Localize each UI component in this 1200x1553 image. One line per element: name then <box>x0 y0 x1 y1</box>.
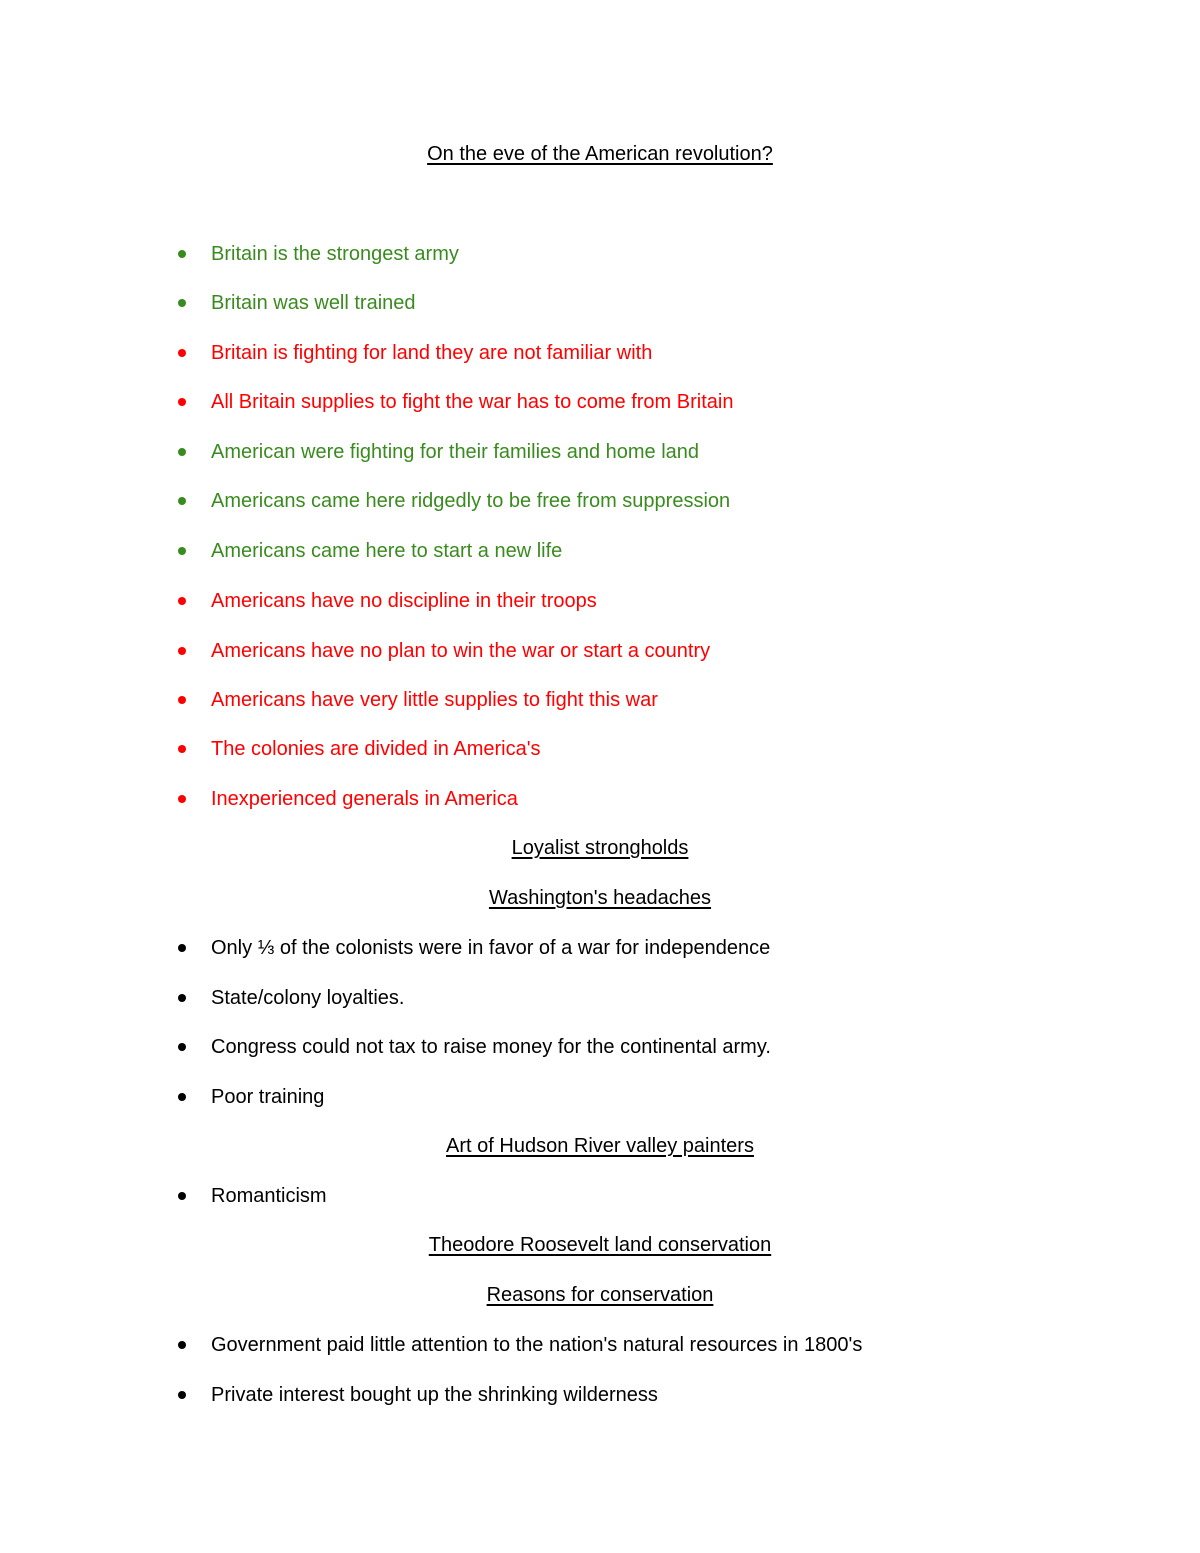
list-item <box>0 688 1100 712</box>
list-item <box>0 539 1100 563</box>
list-item-text: The colonies are divided in America's <box>211 738 541 760</box>
list-item-text: Americans have no plan to win the war or start a country <box>211 640 711 662</box>
section-heading-reasons: Reasons for conservation <box>486 1284 714 1306</box>
bullet-icon <box>178 349 186 357</box>
bullet-icon <box>178 696 186 704</box>
list-item <box>0 440 1100 464</box>
list-item-text: Americans came here to start a new life <box>211 540 563 562</box>
list-item <box>0 390 1100 414</box>
list-item-text: All Britain supplies to fight the war has to come from Britain <box>211 391 734 413</box>
bullet-icon <box>178 647 186 655</box>
list-item <box>0 936 1100 960</box>
list-item <box>0 242 1100 266</box>
list-item-text: Americans have no discipline in their troops <box>211 590 597 612</box>
bullet-icon <box>178 994 186 1002</box>
bullet-icon <box>178 1043 186 1051</box>
list-item-text: Only ⅓ of the colonists were in favor of a war for independence <box>211 937 771 959</box>
list-item <box>0 787 1100 811</box>
list-item-text: Poor training <box>211 1086 325 1108</box>
bullet-icon <box>178 1341 186 1349</box>
page-title: On the eve of the American revolution? <box>427 143 773 165</box>
list-item-text: Government paid little attention to the nation's natural resources in 1800's <box>211 1334 863 1356</box>
section-heading-loyalist: Loyalist strongholds <box>511 837 689 859</box>
section-heading-washington: Washington's headaches <box>488 887 712 909</box>
bullet-icon <box>178 250 186 258</box>
bullet-icon <box>178 299 186 307</box>
section-heading-hudson: Art of Hudson River valley painters <box>446 1135 754 1157</box>
list-item <box>0 589 1100 613</box>
list-item <box>0 1035 1100 1059</box>
list-item <box>0 1184 1100 1208</box>
list-item <box>0 489 1100 513</box>
bullet-icon <box>178 944 186 952</box>
list-item-text: Americans have very little supplies to fight this war <box>211 689 658 711</box>
section-heading-roosevelt: Theodore Roosevelt land conservation <box>428 1234 772 1256</box>
bullet-icon <box>178 1093 186 1101</box>
bullet-icon <box>178 448 186 456</box>
bullet-icon <box>178 1192 186 1200</box>
list-item-text: State/colony loyalties. <box>211 987 405 1009</box>
bullet-icon <box>178 597 186 605</box>
list-item <box>0 737 1100 761</box>
list-item <box>0 639 1100 663</box>
bullet-icon <box>178 547 186 555</box>
bullet-icon <box>178 745 186 753</box>
list-item-text: Romanticism <box>211 1185 327 1207</box>
list-item-text: Britain is fighting for land they are not familiar with <box>211 342 653 364</box>
list-item-text: Inexperienced generals in America <box>211 788 518 810</box>
list-item <box>0 291 1100 315</box>
list-item <box>0 341 1100 365</box>
list-item-text: Americans came here ridgedly to be free from suppression <box>211 490 731 512</box>
list-item <box>0 1383 1100 1407</box>
list-item-text: Britain was well trained <box>211 292 416 314</box>
bullet-icon <box>178 398 186 406</box>
list-item-text: American were fighting for their families and home land <box>211 441 700 463</box>
bullet-icon <box>178 497 186 505</box>
list-item-text: Congress could not tax to raise money for the continental army. <box>211 1036 771 1058</box>
list-item-text: Private interest bought up the shrinking wilderness <box>211 1384 658 1406</box>
list-item <box>0 1333 1100 1357</box>
list-item <box>0 986 1100 1010</box>
bullet-icon <box>178 1391 186 1399</box>
list-item <box>0 1085 1100 1109</box>
bullet-icon <box>178 795 186 803</box>
list-item-text: Britain is the strongest army <box>211 243 459 265</box>
